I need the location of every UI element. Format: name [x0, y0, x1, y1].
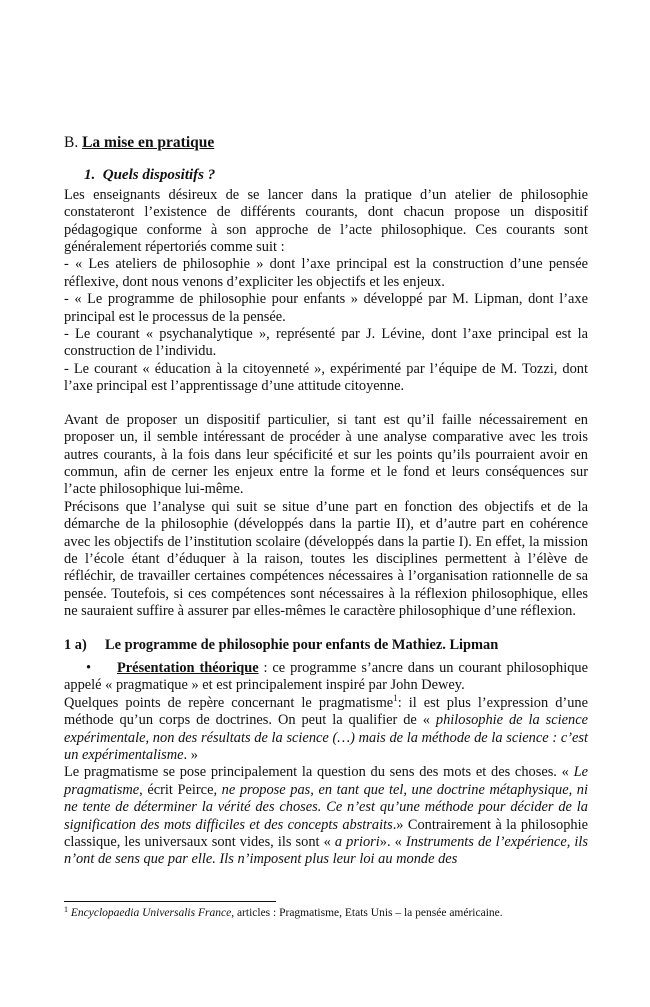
footnote-number: 1: [64, 905, 68, 914]
footnote-text: , articles : Pragmatisme, Etats Unis – la pensée américaine.: [231, 907, 503, 919]
pragmatism-text: . »: [183, 747, 198, 763]
heading-1a-title: Le programme de philosophie pour enfants de Mathiez. Lipman: [105, 636, 499, 653]
heading-1a-number: 1 a): [64, 636, 87, 653]
peirce-text: .» Contrairement à la philosophie classique, les universaux sont vides, ils sont «: [64, 816, 588, 851]
peirce-text: ». «: [379, 834, 406, 851]
footnote-ref: 1: [393, 692, 398, 703]
list-item-ateliers: - « Les ateliers de philosophie » dont l’axe principal est la construction d’une pensée réflexive, dont nous venons d’expliciter les objectifs et les enjeux.: [64, 256, 588, 290]
page-body: [64, 134, 588, 869]
section-title: La mise en pratique: [82, 134, 215, 151]
intro-paragraph: Les enseignants désireux de se lancer dans la pratique d’un atelier de philosophie constateront l’existence de différents courants, dont chacun propose un dispositif pédagogique conforme à son approche de l’acte philosophique. Ces courants sont généralement répertoriés comme suit :: [64, 186, 588, 256]
peirce-paragraph: [64, 764, 588, 868]
peirce-italic: Le pragmatisme: [64, 764, 588, 798]
presentation-label: Présentation théorique: [117, 659, 259, 676]
comparative-paragraph: Avant de proposer un dispositif particulier, si tant est qu’il faille nécessairement en proposer un, il semble intéressant de procéder à une analyse comparative avec les trois autres courants, à la fois dans leur spécificité et sur les points qu’ils pourraient avoir en commun, afin de cerner les enjeux entre la forme et le fond et leurs conséquences sur l’acte philosophique lui-même.: [64, 411, 588, 498]
list-item-citoyennete: - Le courant « éducation à la citoyenneté », expérimenté par l’équipe de M. Tozzi, dont l’axe principal est l’apprentissage d’une attitude citoyenne.: [64, 360, 588, 395]
footnote: [64, 906, 588, 920]
peirce-text: , écrit Peirce,: [139, 781, 222, 798]
subsection-heading: [84, 167, 588, 184]
heading-1a: [64, 637, 588, 654]
list-item-lipman: - « Le programme de philosophie pour enfants » développé par M. Lipman, dont l’axe principal est le processus de la pensée.: [64, 291, 588, 325]
subsection-number: 1.: [84, 167, 96, 184]
pragmatism-quote: philosophie de la science expérimentale, non des résultats de la science (…) mais de la méthode de la science : c’est un expérimentalisme: [64, 712, 588, 763]
pragmatism-text: Quelques points de repère concernant le pragmatisme: [64, 694, 394, 711]
peirce-italic: a priori: [334, 834, 380, 851]
section-heading: [64, 134, 588, 151]
peirce-text: Le pragmatisme se pose principalement la question du sens des mots et des choses. «: [64, 764, 574, 781]
section-letter: B.: [64, 134, 79, 151]
peirce-quote: Instruments de l’expérience, ils n’ont de sens que par elle. Ils n’imposent plus leur loi au monde des: [64, 834, 588, 868]
footnote-source: Encyclopaedia Universalis France: [70, 907, 232, 919]
paragraph-spacer: [64, 396, 588, 412]
peirce-quote: ne propose pas, en tant que tel, une doctrine métaphysique, ni ne tente de déterminer la vérité des choses. Ce n’est qu’une méthode pour décider de la signification des mots difficiles et des concepts abstraits: [64, 781, 588, 833]
footnote-divider: [64, 901, 276, 902]
subsection-title: Quels dispositifs ?: [102, 167, 216, 184]
presentation-text: : ce programme s’ancre dans un courant philosophique appelé « pragmatique » et est principalement inspiré par John Dewey.: [64, 659, 588, 694]
pragmatism-text: : il est plus l’expression d’une méthode qu’un corps de doctrines. On peut la qualifier de «: [64, 694, 588, 729]
paragraph-spacer: [64, 621, 588, 637]
pragmatism-paragraph: [64, 692, 588, 765]
analysis-paragraph: Précisons que l’analyse qui suit se situe d’une part en fonction des objectifs et de la démarche de la philosophie (développés dans la partie II), et d’autre part en cohérence avec les objectifs de l’institution scolaire (développés dans la partie I). En effet, la mission de l’école étant d’éduquer à la raison, toutes les disciplines permettent à l’élève de réfléchir, de travailler certaines compétences nécessaires à l’organisation rationnelle de sa pensée. Toutefois, si ces compétences sont nécessaires à la réflexion philosophique, elles ne sauraient suffire à assurer par elles-mêmes le caractère philosophique d’une réflexion.: [64, 498, 588, 620]
presentation-paragraph: [64, 660, 588, 695]
bullet-icon: •: [86, 659, 92, 676]
list-item-psychanalytique: - Le courant « psychanalytique », représenté par J. Lévine, dont l’axe principal est la construction de l’individu.: [64, 326, 588, 360]
